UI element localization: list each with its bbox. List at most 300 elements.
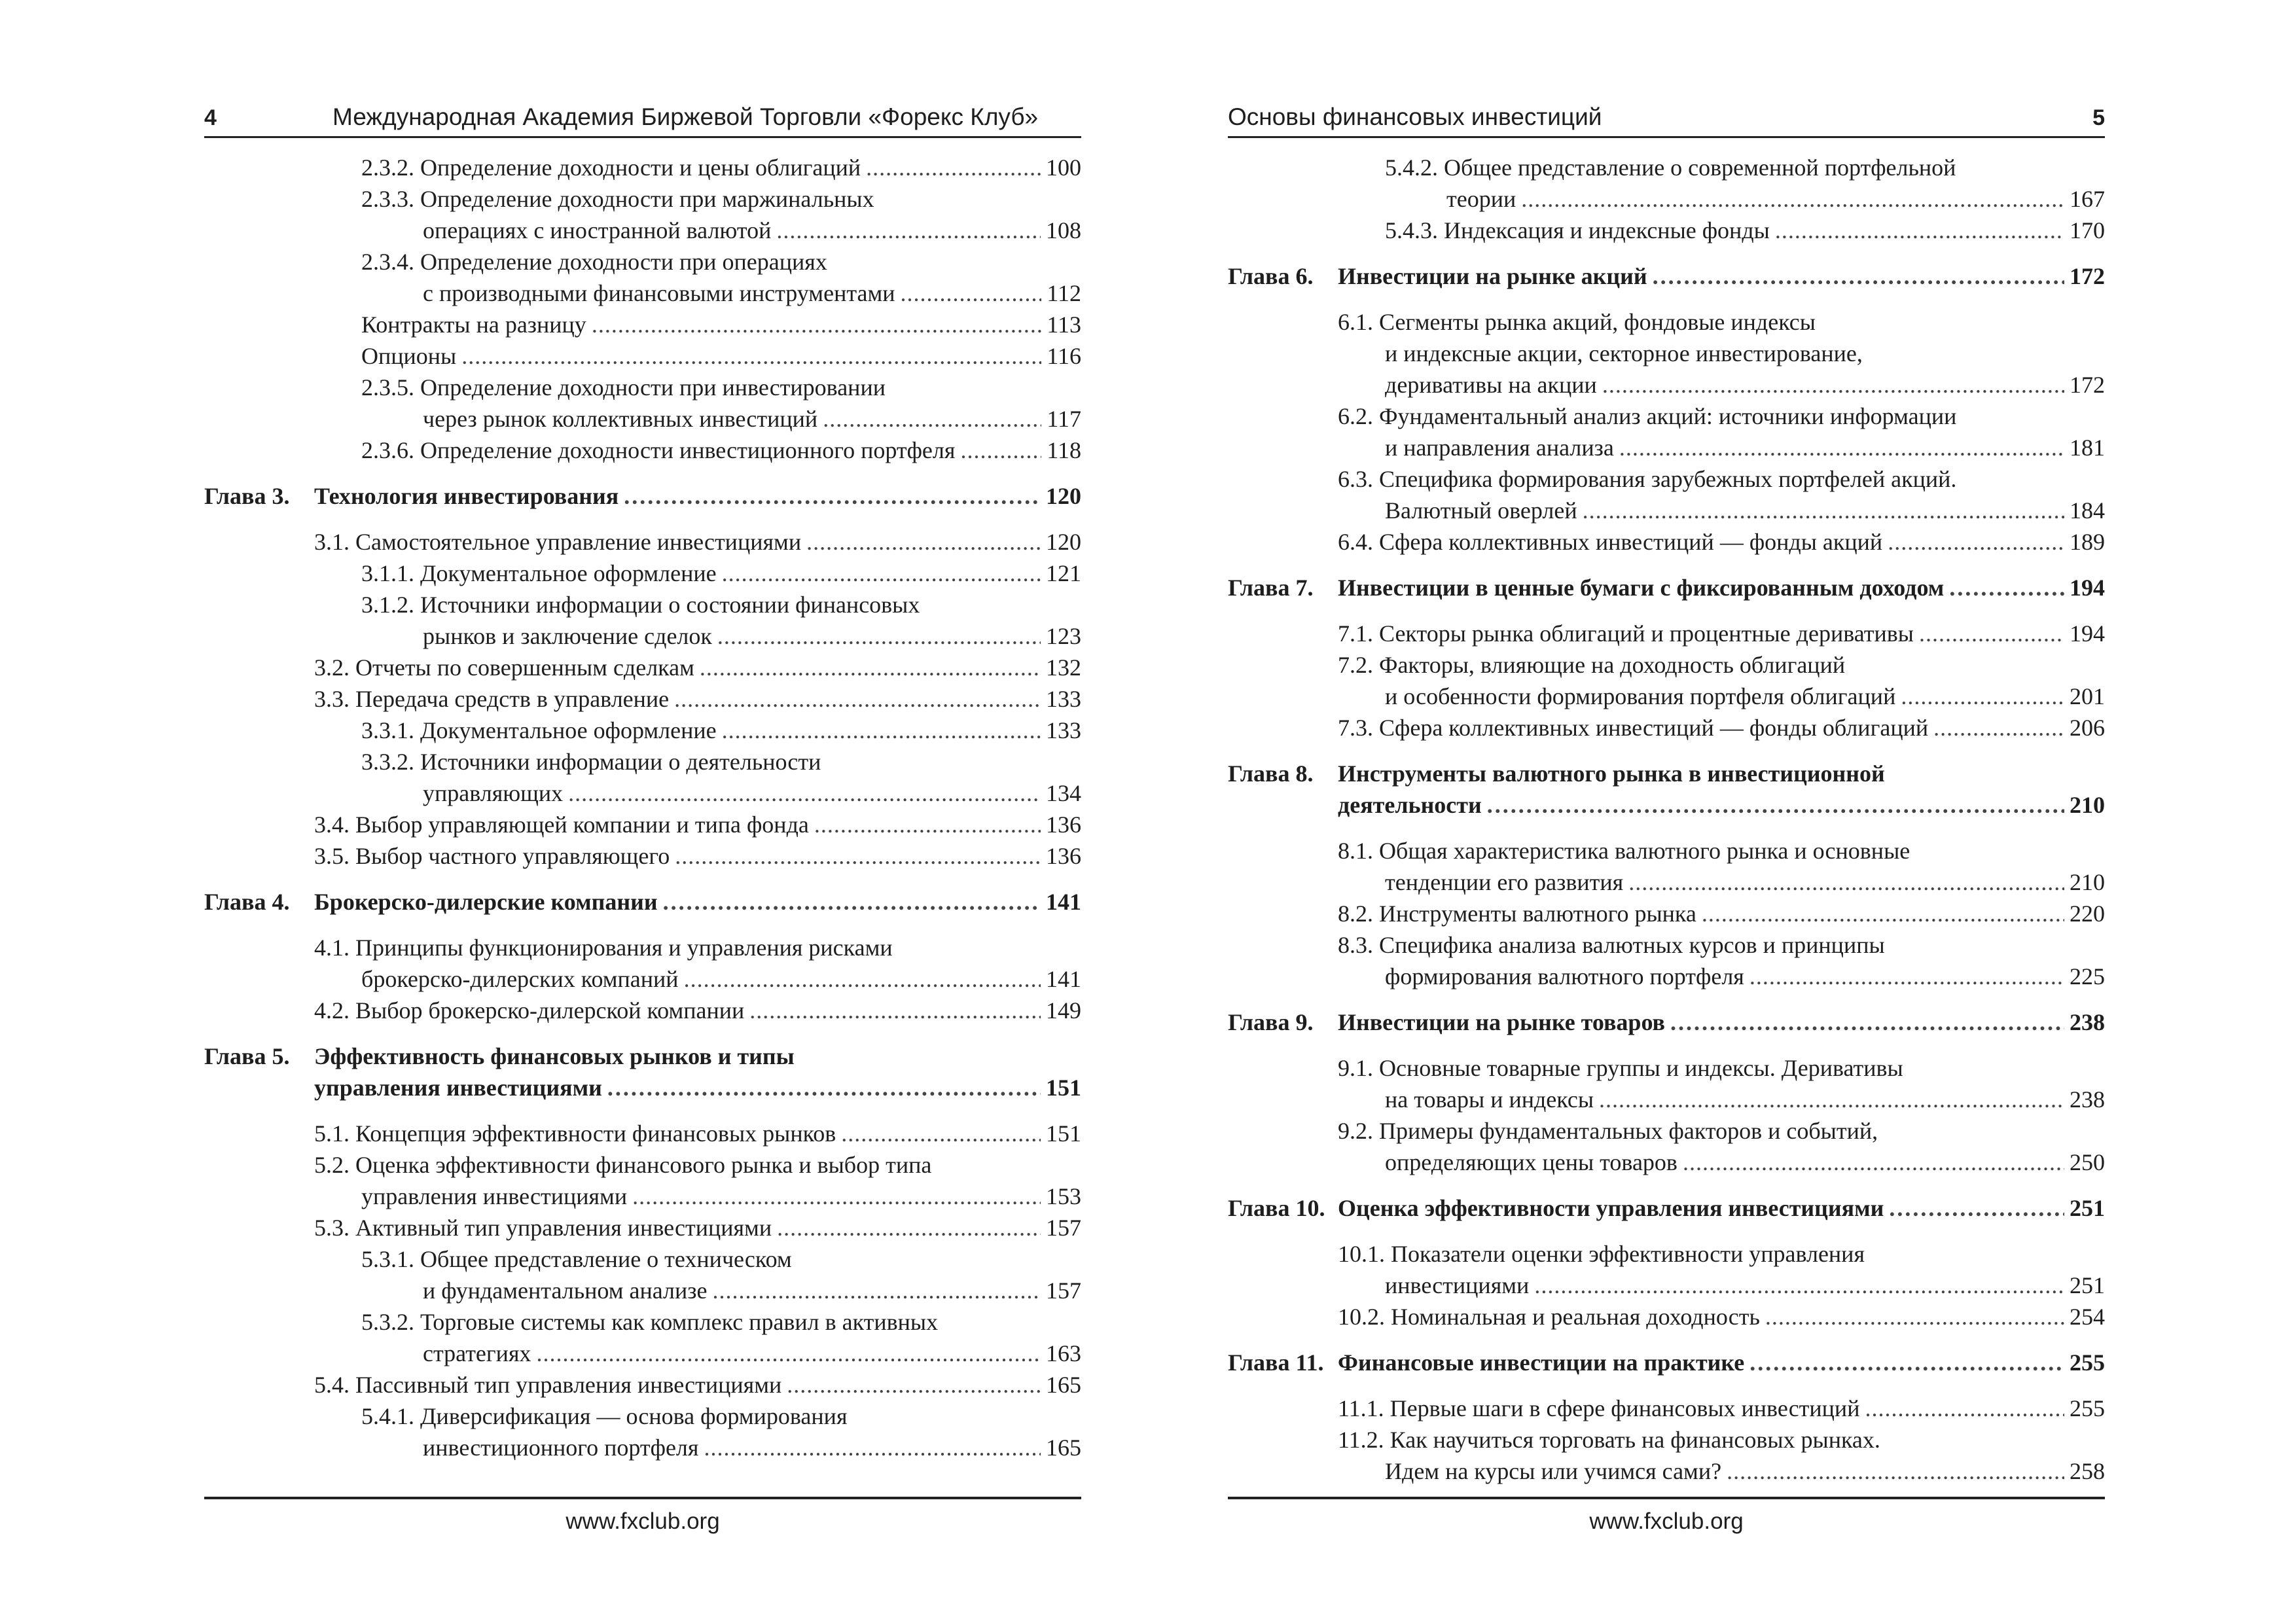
leader-dots: [1619, 432, 2064, 463]
entry-title: 6.2. Фундаментальный анализ акций: источники информации: [1338, 403, 1957, 429]
leader-dots: [776, 215, 1041, 246]
toc-line: [1228, 1455, 2105, 1487]
toc-line: [1228, 369, 2105, 401]
chapter-line: [204, 1041, 1081, 1072]
chapter-title: Финансовые инвестиции на практике: [1338, 1349, 1745, 1376]
page-ref: 123: [1046, 623, 1081, 649]
toc-entry: [1228, 1052, 2105, 1115]
toc-line: [204, 1400, 1081, 1432]
leader-dots: [712, 1275, 1041, 1306]
chapter-title: Брокерско-дилерские компании: [314, 889, 658, 915]
leader-dots: [722, 558, 1041, 589]
page-ref: 165: [1046, 1435, 1081, 1461]
leader-dots: [704, 1432, 1041, 1463]
toc-entry: [1228, 215, 2105, 246]
page-ref: 184: [2070, 497, 2105, 524]
toc-entry: [1228, 463, 2105, 526]
toc-line: [204, 652, 1081, 683]
entry-title: определяющих цены товаров: [1385, 1149, 1677, 1175]
entry-title: управляющих: [423, 780, 564, 806]
toc-line: [204, 589, 1081, 620]
chapter-title: Эффективность финансовых рынков и типы: [314, 1043, 795, 1069]
entry-title: 8.2. Инструменты валютного рынка: [1338, 901, 1696, 927]
toc-entry: [204, 1212, 1081, 1243]
page-ref: 141: [1046, 889, 1081, 915]
chapter-number: Глава 7.: [1228, 575, 1314, 601]
toc-entry: [1228, 929, 2105, 992]
entry-title: брокерско-дилерских компаний: [361, 966, 679, 992]
leader-dots: [749, 995, 1041, 1026]
toc-entry: [204, 1369, 1081, 1400]
toc-line: [1228, 618, 2105, 649]
toc-entry: [204, 840, 1081, 872]
toc-line: [1228, 929, 2105, 961]
page-ref: 165: [1046, 1372, 1081, 1398]
toc-line: [1228, 961, 2105, 992]
chapter-entry: [204, 480, 1081, 512]
toc-line: [204, 246, 1081, 277]
toc-line: [204, 995, 1081, 1026]
page-ref: 153: [1046, 1183, 1081, 1209]
entry-title: операциях с иностранной валютой: [423, 217, 772, 243]
entry-title: 5.2. Оценка эффективности финансового рынка и выбор типа: [314, 1152, 932, 1178]
leader-dots: [1583, 495, 2064, 526]
toc-entry: [204, 558, 1081, 589]
page-ref: 132: [1046, 654, 1081, 681]
entry-title: 6.3. Специфика формирования зарубежных портфелей акций.: [1338, 466, 1957, 492]
entry-title: 3.1.2. Источники информации о состоянии финансовых: [361, 592, 920, 618]
leader-dots: [866, 152, 1041, 183]
toc-line: [1228, 681, 2105, 712]
leader-dots: [777, 1212, 1041, 1243]
entry-title: 4.1. Принципы функционирования и управления рисками: [314, 935, 893, 961]
toc-line: [204, 1118, 1081, 1149]
chapter-title: деятельности: [1338, 792, 1482, 818]
entry-title: 11.2. Как научиться торговать на финансовых рынках.: [1338, 1427, 1880, 1453]
chapter-line: [1228, 260, 2105, 292]
toc-line: [1228, 1115, 2105, 1147]
leader-dots: [1702, 898, 2064, 929]
leader-dots: [568, 777, 1041, 809]
entry-title: 7.2. Факторы, влияющие на доходность облигаций: [1338, 652, 1846, 678]
page-ref: 151: [1046, 1075, 1081, 1101]
entry-title: 7.1. Секторы рынка облигаций и процентные деривативы: [1338, 620, 1914, 647]
page-ref: 149: [1046, 997, 1081, 1024]
toc-entry: [204, 995, 1081, 1026]
page-ref: 194: [2070, 620, 2105, 647]
page-ref: 201: [2070, 683, 2105, 709]
chapter-entry: [1228, 1192, 2105, 1224]
toc-line: [204, 183, 1081, 215]
chapter-entry: [1228, 572, 2105, 603]
toc-line: [204, 683, 1081, 715]
leader-dots: [1727, 1455, 2064, 1487]
chapter-entry: [1228, 260, 2105, 292]
entry-title: 4.2. Выбор брокерско-дилерской компании: [314, 997, 745, 1024]
toc-line: [1228, 1270, 2105, 1301]
page-ref: 117: [1047, 406, 1081, 432]
page-ref: 118: [1047, 437, 1081, 463]
toc-entry: [204, 152, 1081, 183]
leader-dots: [1749, 1347, 2064, 1378]
page-ref: 151: [1046, 1120, 1081, 1147]
toc-entry: [204, 652, 1081, 683]
page-ref: 116: [1047, 343, 1081, 369]
toc-line: [204, 1338, 1081, 1369]
toc-line: [204, 715, 1081, 746]
toc-entry: [1228, 898, 2105, 929]
toc-line: [1228, 1301, 2105, 1332]
toc-entry: [204, 1149, 1081, 1212]
leader-dots: [901, 277, 1042, 309]
page-header: [1228, 98, 2105, 138]
entry-title: и фундаментальном анализе: [423, 1277, 708, 1304]
leader-dots: [1889, 1192, 2064, 1224]
page-ref: 120: [1046, 483, 1081, 509]
toc-line: [204, 340, 1081, 372]
page-ref: 133: [1046, 717, 1081, 743]
toc-line: [1228, 1084, 2105, 1115]
leader-dots: [632, 1181, 1041, 1212]
toc-line: [204, 1306, 1081, 1338]
toc-line: [204, 403, 1081, 435]
page-ref: 100: [1046, 154, 1081, 181]
entry-title: 2.3.6. Определение доходности инвестиционного портфеля: [361, 437, 956, 463]
toc-entry: [1228, 526, 2105, 558]
page-ref: 238: [2070, 1009, 2105, 1035]
entry-title: 3.5. Выбор частного управляющего: [314, 843, 670, 869]
entry-title: 2.3.4. Определение доходности при операциях: [361, 249, 827, 275]
toc-line: [204, 1212, 1081, 1243]
page-ref: 238: [2070, 1086, 2105, 1113]
page-footer: www.fxclub.org: [1228, 1497, 2105, 1535]
entry-title: Контракты на разницу: [361, 312, 586, 338]
leader-dots: [1749, 961, 2064, 992]
running-title: Международная Академия Биржевой Торговли «Форекс Клуб»: [332, 103, 1039, 130]
chapter-entry: [1228, 1007, 2105, 1038]
page-ref: 157: [1046, 1277, 1081, 1304]
entry-title: с производными финансовыми инструментами: [423, 280, 895, 306]
entry-title: 8.3. Специфика анализа валютных курсов и принципы: [1338, 932, 1885, 958]
toc-entry: [204, 340, 1081, 372]
entry-title: 3.1. Самостоятельное управление инвестициями: [314, 529, 802, 555]
toc-line: [204, 215, 1081, 246]
leader-dots: [1599, 1084, 2064, 1115]
leader-dots: [717, 620, 1041, 652]
entry-title: 9.1. Основные товарные группы и индексы. Деривативы: [1338, 1055, 1903, 1081]
toc-entry: [204, 746, 1081, 809]
entry-title: Опционы: [361, 343, 457, 369]
toc-entry: [204, 589, 1081, 652]
page-ref: 210: [2070, 869, 2105, 895]
page-ref: 181: [2070, 435, 2105, 461]
entry-title: 3.3.1. Документальное оформление: [361, 717, 717, 743]
leader-dots: [624, 480, 1041, 512]
leader-dots: [1933, 712, 2064, 743]
toc-line: [1228, 866, 2105, 898]
chapter-line: [1228, 572, 2105, 603]
toc-line: [204, 746, 1081, 777]
entry-title: 5.4.1. Диверсификация — основа формирования: [361, 1403, 848, 1429]
page-ref: 206: [2070, 715, 2105, 741]
leader-dots: [674, 683, 1041, 715]
leader-dots: [722, 715, 1041, 746]
entry-title: управления инвестициями: [361, 1183, 628, 1209]
page-number: 5: [2092, 105, 2105, 130]
entry-title: 2.3.5. Определение доходности при инвестировании: [361, 374, 886, 401]
entry-title: 6.4. Сфера коллективных инвестиций — фонды акций: [1338, 529, 1883, 555]
chapter-number: Глава 3.: [204, 483, 290, 509]
toc-line: [1228, 649, 2105, 681]
entry-title: тенденции его развития: [1385, 869, 1624, 895]
chapter-title: Инвестиции на рынке товаров: [1338, 1009, 1665, 1035]
toc-line: [1228, 526, 2105, 558]
page-ref: 220: [2070, 901, 2105, 927]
toc-entry: [1228, 1238, 2105, 1301]
entry-title: инвестициями: [1385, 1272, 1530, 1298]
entry-title: и особенности формирования портфеля облигаций: [1385, 683, 1896, 709]
leader-dots: [1521, 183, 2064, 215]
toc-entry: [204, 526, 1081, 558]
toc-line: [1228, 1147, 2105, 1178]
entry-title: 6.1. Сегменты рынка акций, фондовые индексы: [1338, 309, 1816, 335]
leader-dots: [607, 1072, 1041, 1103]
toc-entry: [204, 1306, 1081, 1369]
chapter-number: Глава 5.: [204, 1043, 290, 1069]
toc-line: [204, 809, 1081, 840]
toc-line: [204, 777, 1081, 809]
toc-line: [204, 1181, 1081, 1212]
chapter-line: [1228, 1192, 2105, 1224]
entry-title: и направления анализа: [1385, 435, 1614, 461]
leader-dots: [1683, 1147, 2064, 1178]
chapter-entry: [204, 1041, 1081, 1103]
toc-line: [204, 152, 1081, 183]
table-of-contents: [204, 152, 1081, 1463]
toc-entry: [204, 1118, 1081, 1149]
leader-dots: [1888, 526, 2064, 558]
leader-dots: [1487, 789, 2064, 821]
entry-title: 2.3.3. Определение доходности при маржинальных: [361, 186, 874, 212]
toc-entry: [204, 246, 1081, 309]
toc-line: [204, 1243, 1081, 1275]
chapter-entry: [1228, 1347, 2105, 1378]
chapter-line: [1228, 789, 2105, 821]
leader-dots: [684, 963, 1041, 995]
toc-line: [204, 620, 1081, 652]
leader-dots: [1602, 369, 2064, 401]
leader-dots: [1949, 572, 2064, 603]
toc-line: [1228, 712, 2105, 743]
chapter-line: [1228, 1007, 2105, 1038]
toc-line: [1228, 215, 2105, 246]
page-number: 4: [204, 105, 217, 130]
entry-title: теории: [1446, 186, 1516, 212]
toc-entry: [204, 1243, 1081, 1306]
entry-title: 5.4.3. Индексация и индексные фонды: [1385, 217, 1770, 243]
entry-title: рынков и заключение сделок: [423, 623, 712, 649]
leader-dots: [1534, 1270, 2064, 1301]
leader-dots: [806, 526, 1041, 558]
toc-entry: [204, 183, 1081, 246]
entry-title: 3.4. Выбор управляющей компании и типа фонда: [314, 812, 809, 838]
entry-title: 9.2. Примеры фундаментальных факторов и событий,: [1338, 1118, 1878, 1144]
entry-title: 5.3.1. Общее представление о техническом: [361, 1246, 792, 1272]
toc-entry: [1228, 1301, 2105, 1332]
page-ref: 172: [2070, 263, 2105, 289]
chapter-line: [1228, 1347, 2105, 1378]
chapter-entry: [204, 886, 1081, 918]
leader-dots: [700, 652, 1041, 683]
chapter-line: [1228, 758, 2105, 789]
chapter-title: Инструменты валютного рынка в инвестиционной: [1338, 760, 1885, 787]
entry-title: и индексные акции, секторное инвестирование,: [1385, 340, 1863, 366]
toc-line: [1228, 432, 2105, 463]
toc-entry: [1228, 1424, 2105, 1487]
entry-title: стратегиях: [423, 1340, 531, 1366]
toc-line: [1228, 835, 2105, 866]
chapter-number: Глава 8.: [1228, 760, 1314, 787]
toc-entry: [1228, 712, 2105, 743]
toc-entry: [204, 372, 1081, 435]
toc-entry: [204, 809, 1081, 840]
page-ref: 141: [1046, 966, 1081, 992]
entry-title: 5.3. Активный тип управления инвестициями: [314, 1215, 772, 1241]
leader-dots: [1919, 618, 2064, 649]
toc-line: [204, 840, 1081, 872]
toc-line: [1228, 495, 2105, 526]
toc-line: [1228, 1393, 2105, 1424]
chapter-line: [204, 1072, 1081, 1103]
leader-dots: [814, 809, 1041, 840]
page-ref: 194: [2070, 575, 2105, 601]
page-ref: 170: [2070, 217, 2105, 243]
table-of-contents: [1228, 152, 2105, 1487]
toc-line: [1228, 1424, 2105, 1455]
entry-title: 5.1. Концепция эффективности финансовых рынков: [314, 1120, 836, 1147]
leader-dots: [537, 1338, 1041, 1369]
entry-title: 2.3.2. Определение доходности и цены облигаций: [361, 154, 861, 181]
page-footer: www.fxclub.org: [204, 1497, 1081, 1535]
chapter-title: Инвестиции в ценные бумаги с фиксированным доходом: [1338, 575, 1945, 601]
page-ref: 113: [1047, 312, 1081, 338]
page-ref: 250: [2070, 1149, 2105, 1175]
toc-line: [1228, 152, 2105, 183]
leader-dots: [1628, 866, 2064, 898]
chapter-number: Глава 9.: [1228, 1009, 1314, 1035]
entry-title: Идем на курсы или учимся сами?: [1385, 1458, 1722, 1484]
chapter-number: Глава 10.: [1228, 1195, 1325, 1221]
page-ref: 167: [2070, 186, 2105, 212]
leader-dots: [1775, 215, 2064, 246]
toc-entry: [204, 683, 1081, 715]
toc-line: [1228, 1238, 2105, 1270]
page-ref: 225: [2070, 963, 2105, 990]
toc-entry: [204, 715, 1081, 746]
chapter-entry: [1228, 758, 2105, 821]
page-ref: 134: [1046, 780, 1081, 806]
page-ref: 121: [1046, 560, 1081, 586]
toc-line: [1228, 463, 2105, 495]
toc-entry: [204, 932, 1081, 995]
entry-title: 8.1. Общая характеристика валютного рынка и основные: [1338, 838, 1910, 864]
chapter-title: Инвестиции на рынке акций: [1338, 263, 1647, 289]
toc-line: [204, 526, 1081, 558]
toc-line: [204, 372, 1081, 403]
toc-line: [1228, 1052, 2105, 1084]
toc-line: [1228, 338, 2105, 369]
toc-line: [1228, 183, 2105, 215]
toc-entry: [1228, 618, 2105, 649]
toc-entry: [1228, 1393, 2105, 1424]
leader-dots: [823, 403, 1041, 435]
entry-title: 3.1.1. Документальное оформление: [361, 560, 717, 586]
toc-line: [204, 1432, 1081, 1463]
leader-dots: [1901, 681, 2064, 712]
toc-line: [204, 309, 1081, 340]
leader-dots: [1653, 260, 2064, 292]
entry-title: 10.2. Номинальная и реальная доходность: [1338, 1304, 1760, 1330]
page-ref: 112: [1047, 280, 1081, 306]
chapter-title: Оценка эффективности управления инвестициями: [1338, 1195, 1884, 1221]
left-page: [204, 0, 1081, 1623]
page-header: [204, 98, 1081, 138]
chapter-number: Глава 11.: [1228, 1349, 1324, 1376]
toc-entry: [1228, 649, 2105, 712]
toc-line: [204, 1275, 1081, 1306]
toc-line: [204, 963, 1081, 995]
entry-title: 7.3. Сфера коллективных инвестиций — фонды облигаций: [1338, 715, 1929, 741]
entry-title: 3.2. Отчеты по совершенным сделкам: [314, 654, 694, 681]
entry-title: деривативы на акции: [1385, 372, 1597, 398]
leader-dots: [675, 840, 1041, 872]
entry-title: 5.4.2. Общее представление о современной портфельной: [1385, 154, 1956, 181]
toc-line: [204, 277, 1081, 309]
leader-dots: [787, 1369, 1041, 1400]
entry-title: формирования валютного портфеля: [1385, 963, 1744, 990]
leader-dots: [1765, 1301, 2064, 1332]
page-ref: 258: [2070, 1458, 2105, 1484]
page-ref: 163: [1046, 1340, 1081, 1366]
leader-dots: [461, 340, 1041, 372]
toc-entry: [1228, 152, 2105, 215]
toc-line: [204, 932, 1081, 963]
entry-title: 3.3.2. Источники информации о деятельности: [361, 749, 821, 775]
leader-dots: [663, 886, 1041, 918]
entry-title: Валютный оверлей: [1385, 497, 1577, 524]
entry-title: через рынок коллективных инвестиций: [423, 406, 818, 432]
page-ref: 133: [1046, 686, 1081, 712]
page-ref: 255: [2070, 1349, 2105, 1376]
chapter-line: [204, 480, 1081, 512]
toc-entry: [204, 309, 1081, 340]
page-ref: 251: [2070, 1195, 2105, 1221]
page-ref: 255: [2070, 1395, 2105, 1421]
entry-title: 11.1. Первые шаги в сфере финансовых инвестиций: [1338, 1395, 1860, 1421]
toc-line: [1228, 401, 2105, 432]
right-page: [1228, 0, 2105, 1623]
toc-line: [204, 435, 1081, 466]
toc-entry: [204, 1400, 1081, 1463]
page-ref: 172: [2070, 372, 2105, 398]
chapter-line: [204, 886, 1081, 918]
entry-title: 5.3.2. Торговые системы как комплекс правил в активных: [361, 1309, 939, 1335]
leader-dots: [1865, 1393, 2064, 1424]
page-ref: 157: [1046, 1215, 1081, 1241]
entry-title: на товары и индексы: [1385, 1086, 1594, 1113]
toc-entry: [1228, 835, 2105, 898]
chapter-title: Технология инвестирования: [314, 483, 619, 509]
